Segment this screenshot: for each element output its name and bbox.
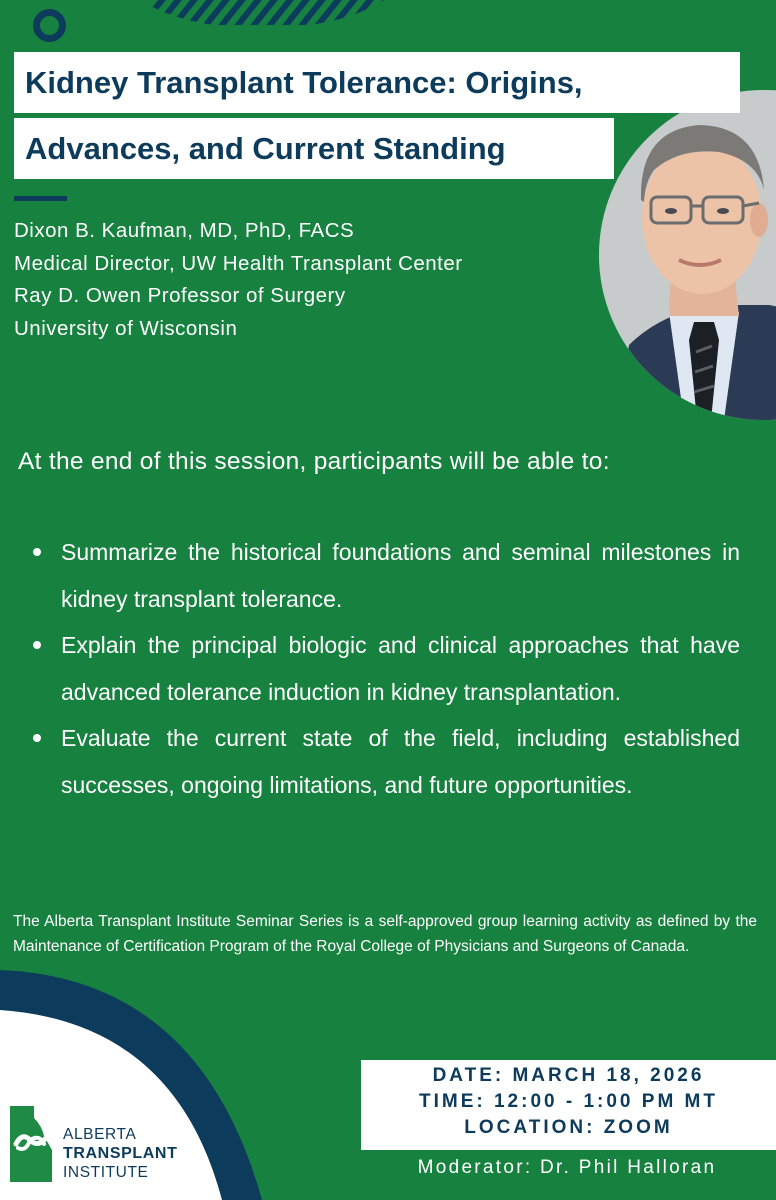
speaker-professorship: Ray D. Owen Professor of Surgery bbox=[14, 284, 346, 307]
objective-text: Evaluate the current state of the field, including established successes, ongoing limitations, and future opportunities. bbox=[61, 725, 740, 798]
ring-icon bbox=[33, 9, 66, 42]
speaker-role: Medical Director, UW Health Transplant Center bbox=[14, 251, 463, 275]
bullet-icon bbox=[33, 548, 41, 556]
objectives-intro: At the end of this session, participants will be able to: bbox=[18, 448, 610, 475]
title-divider bbox=[14, 196, 67, 201]
objective-item bbox=[30, 529, 740, 622]
logo-line-2: TRANSPLANT bbox=[63, 1145, 178, 1162]
bullet-icon bbox=[33, 641, 41, 649]
accreditation-statement: The Alberta Transplant Institute Seminar Series is a self-approved group learning activity as defined by the Maintenance of Certification Program of the Royal College of Physicians and Surgeons of Canada. bbox=[13, 913, 757, 955]
objective-text: Summarize the historical foundations and seminal milestones in kidney transplant tolerance. bbox=[61, 539, 740, 612]
logo-line-3: INSTITUTE bbox=[63, 1164, 149, 1181]
alberta-province-ribbon-icon bbox=[8, 1104, 60, 1184]
event-location: LOCATION: ZOOM bbox=[464, 1117, 673, 1138]
title-line-1: Kidney Transplant Tolerance: Origins, bbox=[14, 52, 740, 113]
striped-arc-icon bbox=[140, 0, 400, 25]
objective-item bbox=[30, 622, 740, 715]
event-time: TIME: 12:00 - 1:00 PM MT bbox=[419, 1091, 718, 1112]
objective-text: Explain the principal biologic and clinical approaches that have advanced tolerance induction in kidney transplantation. bbox=[61, 632, 740, 705]
speaker-photo bbox=[599, 90, 776, 420]
speaker-info bbox=[14, 215, 584, 345]
logo-wordmark bbox=[63, 1125, 177, 1182]
event-date: DATE: MARCH 18, 2026 bbox=[432, 1065, 705, 1086]
bullet-icon bbox=[33, 734, 41, 742]
speaker-name: Dixon B. Kaufman, MD, PhD, FACS bbox=[14, 219, 355, 242]
objectives-list bbox=[30, 529, 740, 808]
title-line-2: Advances, and Current Standing bbox=[14, 118, 614, 179]
moderator: Moderator: Dr. Phil Halloran bbox=[417, 1157, 717, 1178]
speaker-institution: University of Wisconsin bbox=[14, 316, 238, 340]
logo-line-1: ALBERTA bbox=[63, 1126, 137, 1143]
objective-item bbox=[30, 715, 740, 808]
event-details bbox=[361, 1060, 776, 1150]
